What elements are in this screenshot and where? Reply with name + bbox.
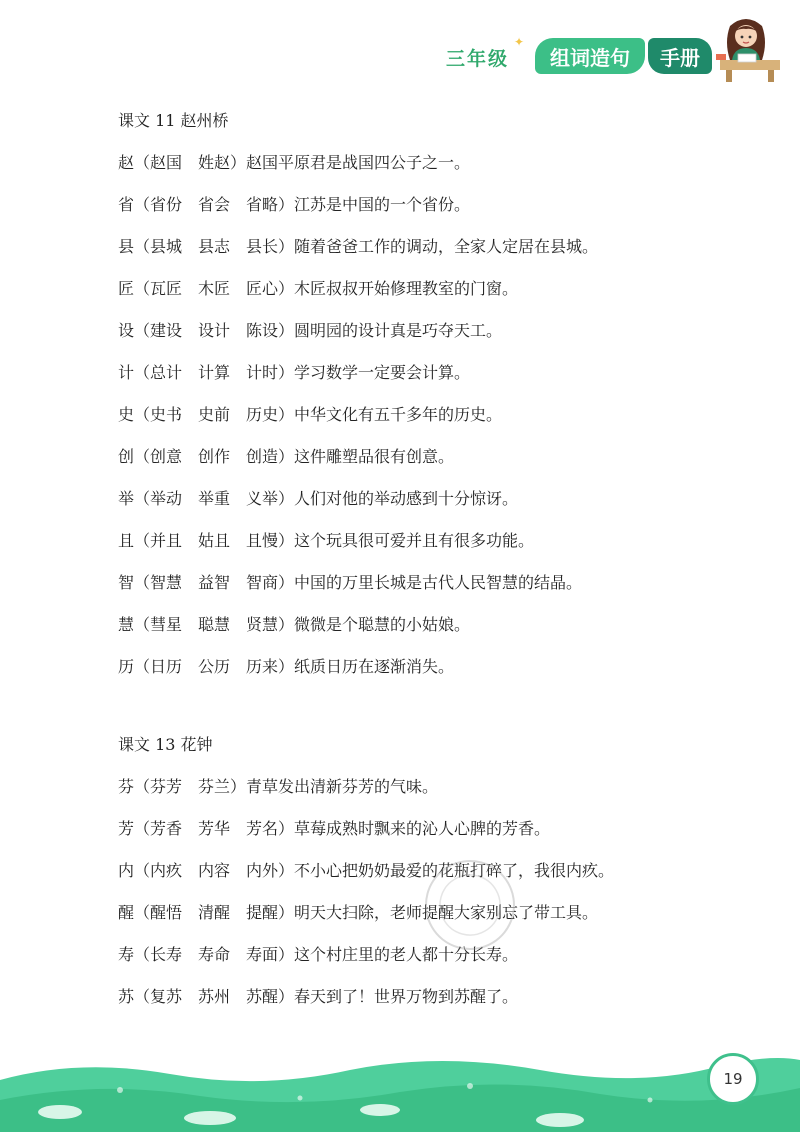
- page-number: 19: [707, 1053, 759, 1105]
- book-subtitle-badge: [648, 38, 712, 74]
- page-header: [440, 30, 780, 80]
- word-entry: 且（并且 姑且 且慢）这个玩具很可爱并且有很多功能。: [118, 531, 535, 550]
- word-entry: 县（县城 县志 县长）随着爸爸工作的调动，全家人定居在县城。: [118, 237, 599, 256]
- section-title: 课文 13 花钟: [118, 735, 213, 754]
- word-entry: 智（智慧 益智 智商）中国的万里长城是古代人民智慧的结晶。: [118, 573, 583, 592]
- book-title-badge: [535, 38, 645, 74]
- word-entry: 芳（芳香 芳华 芳名）草莓成熟时飘来的沁人心脾的芳香。: [118, 819, 551, 838]
- word-entry: 寿（长寿 寿命 寿面）这个村庄里的老人都十分长寿。: [118, 945, 519, 964]
- word-entry: 创（创意 创作 创造）这件雕塑品很有创意。: [118, 447, 455, 466]
- word-entry: 设（建设 设计 陈设）圆明园的设计真是巧夺天工。: [118, 321, 503, 340]
- word-entry: 赵（赵国 姓赵）赵国平原君是战国四公子之一。: [118, 153, 471, 172]
- word-entry: 计（总计 计算 计时）学习数学一定要会计算。: [118, 363, 471, 382]
- word-entry: 芬（芬芳 芬兰）青草发出清新芬芳的气味。: [118, 777, 439, 796]
- word-entry: 内（内疚 内容 内外）不小心把奶奶最爱的花瓶打碎了，我很内疚。: [118, 861, 615, 880]
- word-entry: 史（史书 史前 历史）中华文化有五千多年的历史。: [118, 405, 503, 424]
- girl-reading-illustration: [712, 16, 782, 82]
- word-entry: 历（日历 公历 历来）纸质日历在逐渐消失。: [118, 657, 455, 676]
- star-icon: ✦: [514, 35, 525, 49]
- book-title: 组词造句: [550, 45, 630, 70]
- section-title: 课文 11 赵州桥: [118, 111, 229, 130]
- section-spacer: [118, 688, 758, 724]
- book-subtitle: 手册: [660, 45, 700, 70]
- section-lesson-11: [118, 100, 758, 688]
- word-entry: 举（举动 举重 义举）人们对他的举动感到十分惊讶。: [118, 489, 519, 508]
- word-entry: 慧（彗星 聪慧 贤慧）微微是个聪慧的小姑娘。: [118, 615, 471, 634]
- footer-wave: [0, 1040, 800, 1132]
- grade-label: 三年级: [446, 48, 510, 70]
- word-entry: 省（省份 省会 省略）江苏是中国的一个省份。: [118, 195, 471, 214]
- word-entry: 醒（醒悟 清醒 提醒）明天大扫除，老师提醒大家别忘了带工具。: [118, 903, 599, 922]
- word-entry: 匠（瓦匠 木匠 匠心）木匠叔叔开始修理教室的门窗。: [118, 279, 519, 298]
- word-entry: 苏（复苏 苏州 苏醒）春天到了！世界万物到苏醒了。: [118, 987, 519, 1006]
